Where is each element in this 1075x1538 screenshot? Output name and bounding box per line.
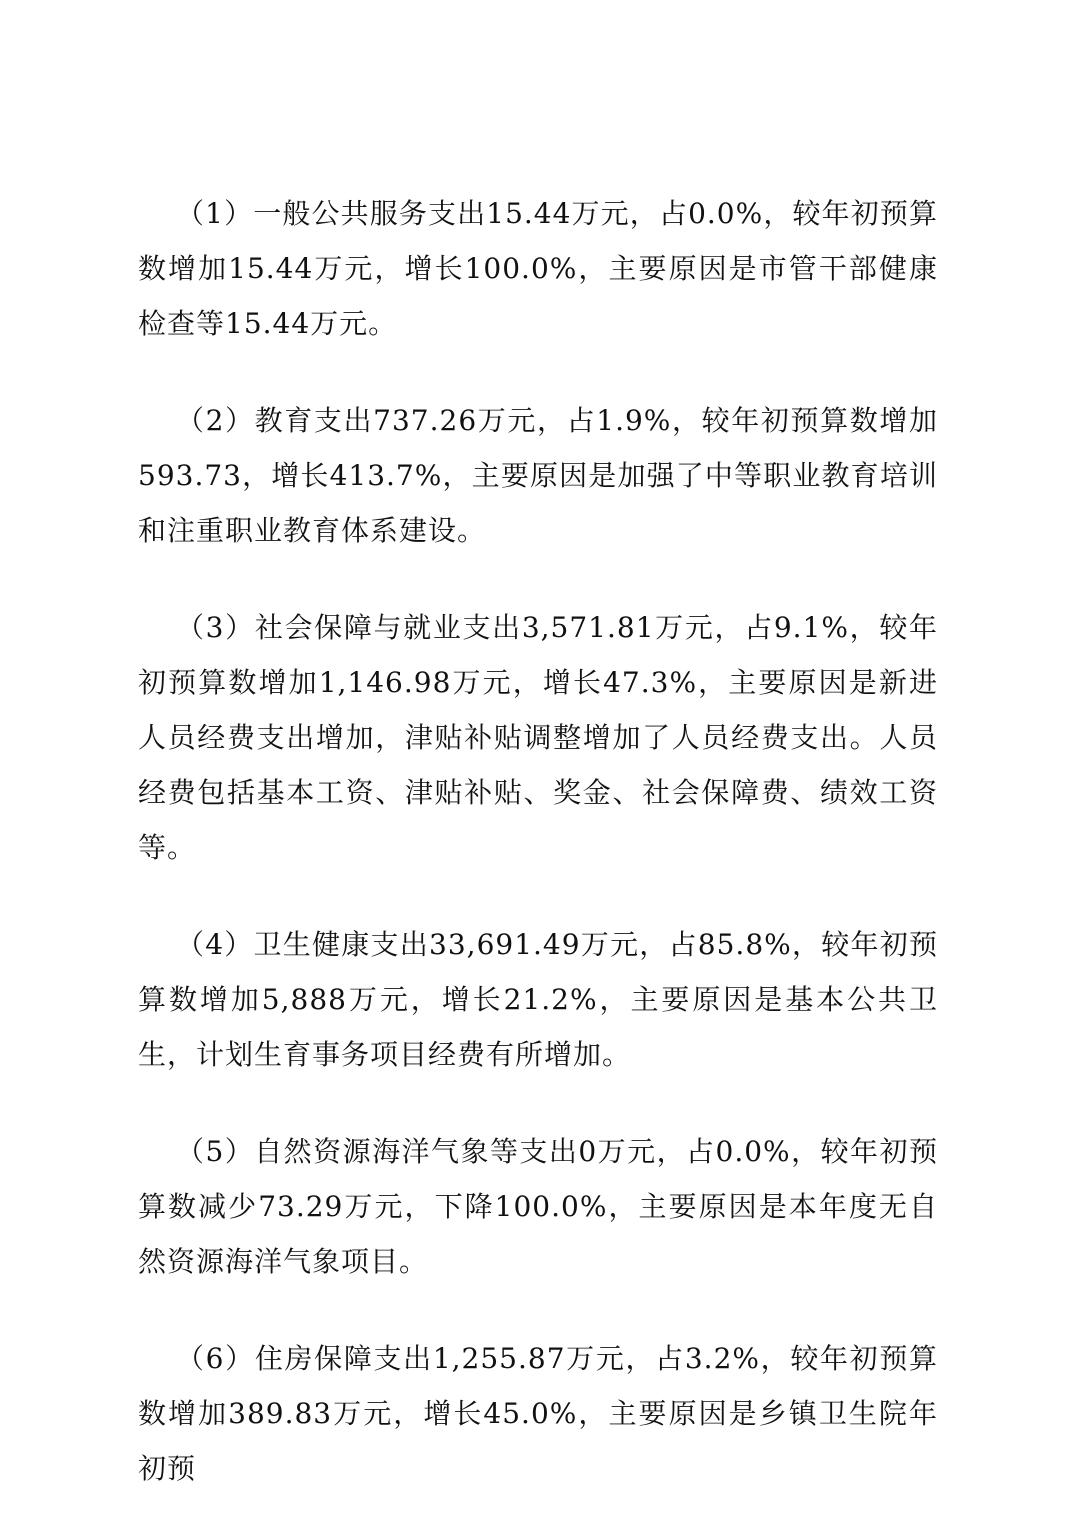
- paragraph-education: （2）教育支出737.26万元，占1.9%，较年初预算数增加593.73，增长413.7%，主要原因是加强了中等职业教育培训和注重职业教育体系建设。: [138, 404, 938, 547]
- document-body: [138, 186, 938, 1538]
- paragraph-natural-resources: （5）自然资源海洋气象等支出0万元，占0.0%，较年初预算数减少73.29万元，下降100.0%，主要原因是本年度无自然资源海洋气象项目。: [138, 1135, 938, 1278]
- paragraph-housing-security: （6）住房保障支出1,255.87万元，占3.2%，较年初预算数增加389.83万元，增长45.0%，主要原因是乡镇卫生院年初预: [138, 1342, 938, 1485]
- paragraph-social-security-employment: （3）社会保障与就业支出3,571.81万元，占9.1%，较年初预算数增加1,146.98万元，增长47.3%，主要原因是新进人员经费支出增加，津贴补贴调整增加了人员经费支出。人员经费包括基本工资、津贴补贴、奖金、社会保障费、绩效工资等。: [138, 611, 938, 864]
- paragraph-general-public-services: （1）一般公共服务支出15.44万元，占0.0%，较年初预算数增加15.44万元，增长100.0%，主要原因是市管干部健康检查等15.44万元。: [138, 197, 938, 340]
- paragraph-health: （4）卫生健康支出33,691.49万元，占85.8%，较年初预算数增加5,888万元，增长21.2%，主要原因是基本公共卫生，计划生育事务项目经费有所增加。: [138, 928, 938, 1071]
